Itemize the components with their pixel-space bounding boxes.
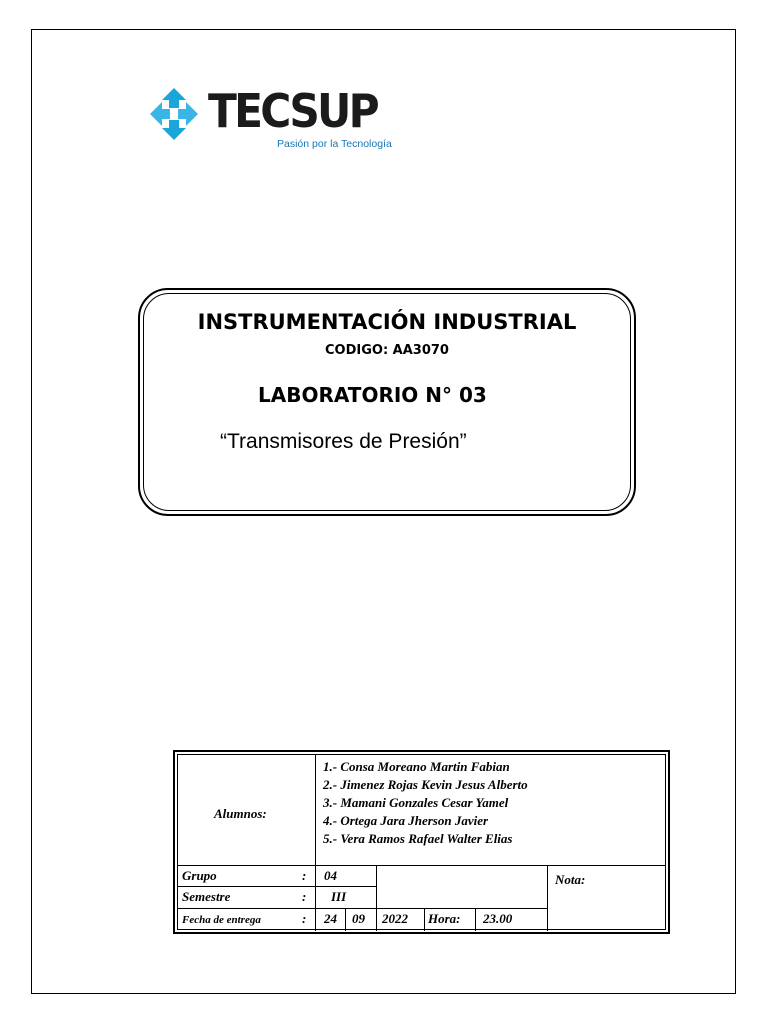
grade-label: Nota: <box>555 872 586 887</box>
table-divider-time-label <box>475 908 476 931</box>
course-code: CODIGO: AA3070 <box>325 343 449 358</box>
student-name: 4.- Ortega Jara Jherson Javier <box>323 813 489 828</box>
students-label: Alumnos: <box>214 806 267 821</box>
table-divider-values <box>376 865 377 931</box>
logo-tagline-part1: Pasión por la <box>277 138 342 150</box>
semester-label: Semestre <box>182 889 231 904</box>
date-colon: : <box>302 911 307 926</box>
date-year: 2022 <box>382 911 408 926</box>
table-divider-group <box>178 886 376 887</box>
cover-title-box <box>138 288 636 516</box>
date-label: Fecha de entrega <box>182 914 261 926</box>
table-divider-students <box>178 865 665 866</box>
logo-tagline-part2: Tecnología <box>341 138 392 150</box>
table-divider-year <box>424 908 425 931</box>
tecsup-logo-mark-icon <box>146 84 202 144</box>
table-divider-labels <box>315 755 316 931</box>
table-divider-semester <box>178 908 547 909</box>
time-value: 23.00 <box>483 911 513 926</box>
group-value: 04 <box>324 868 337 883</box>
student-name: 3.- Mamani Gonzales Cesar Yamel <box>323 795 509 810</box>
student-name: 1.- Consa Moreano Martin Fabian <box>323 759 510 774</box>
semester-value: III <box>331 889 347 904</box>
time-label: Hora: <box>428 911 461 926</box>
course-title: INSTRUMENTACIÓN INDUSTRIAL <box>197 310 577 334</box>
student-name: 5.- Vera Ramos Rafael Walter Elias <box>323 831 513 846</box>
tecsup-logo <box>146 84 406 154</box>
date-day: 24 <box>324 911 337 926</box>
group-colon: : <box>302 868 307 883</box>
students-list <box>323 758 528 848</box>
semester-colon: : <box>302 889 307 904</box>
date-month: 09 <box>352 911 365 926</box>
group-label: Grupo <box>182 868 217 883</box>
logo-brand-text: TECSUP <box>208 84 377 138</box>
student-name: 2.- Jimenez Rojas Kevin Jesus Alberto <box>323 777 528 792</box>
table-divider-grade <box>547 865 548 931</box>
lab-title: LABORATORIO N° 03 <box>258 383 487 407</box>
student-info-table <box>173 750 670 934</box>
student-info-table-inner <box>177 754 666 930</box>
logo-tagline <box>277 138 392 150</box>
table-divider-day <box>345 908 346 931</box>
lab-subtitle: “Transmisores de Presión” <box>220 430 467 453</box>
